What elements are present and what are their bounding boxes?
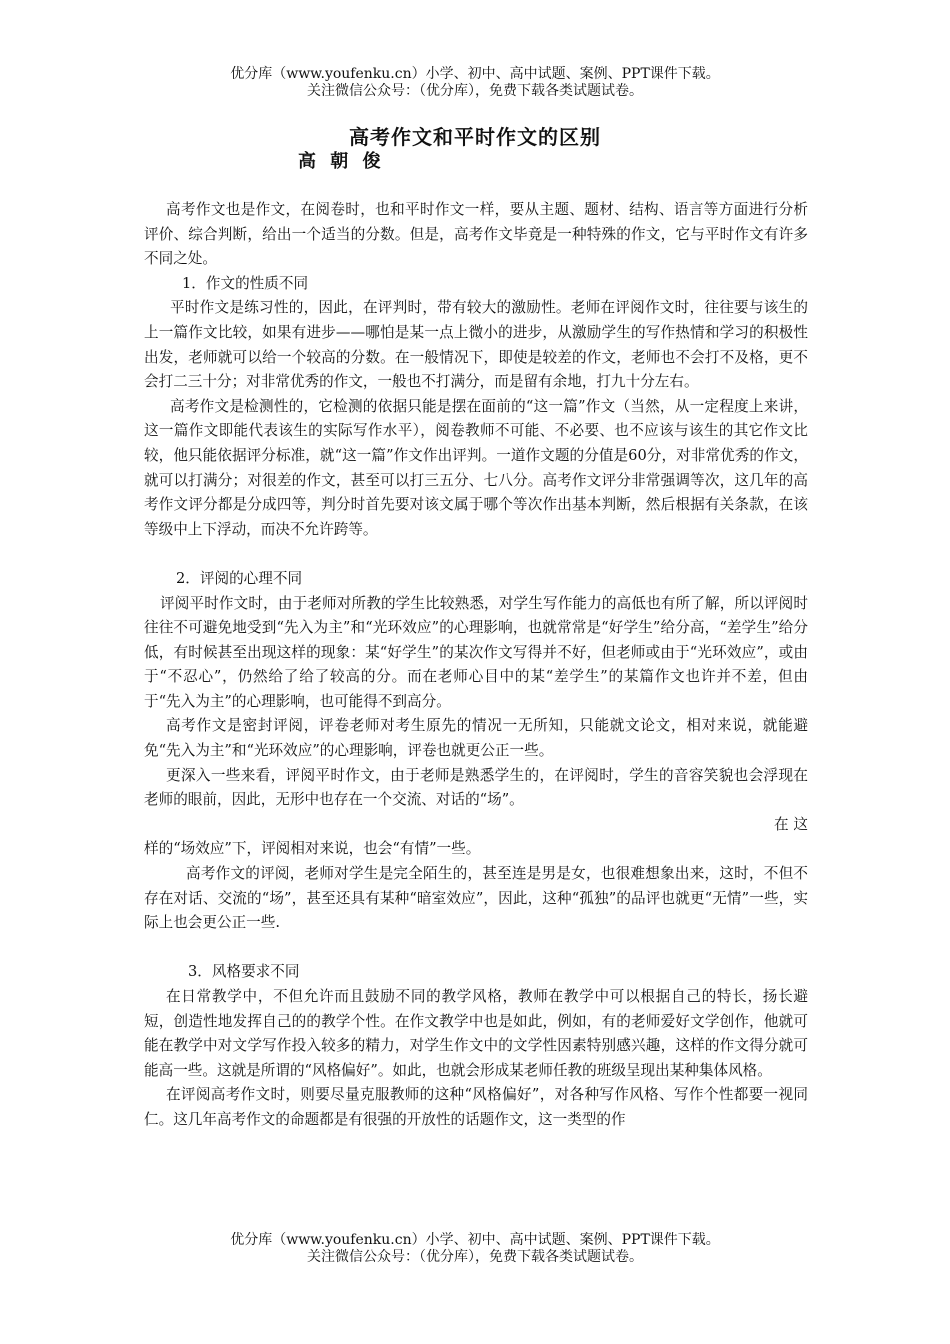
paragraph: 在这样的“场效应”下，评阅相对来说，也会“有情”一些。 bbox=[144, 815, 808, 858]
author-name: 高 朝 俊 bbox=[298, 151, 385, 172]
document-title: 高考作文和平时作文的区别 bbox=[349, 125, 601, 149]
paragraph: 评阅平时作文时，由于老师对所教的学生比较熟悉，对学生写作能力的高低也有所了解，所以评阅时往往不可避免地受到“先入为主”和“光环效应”的心理影响，也就常常是“好学生”给分高，“差学生”给分低，有时候甚至出现这样的现象：某“好学生”的某次作文写得并不好，但老师或由于“光环效应”，或由于“不忍心”，仍然给了给了较高的分。而在老师心目中的某“差学生”的某篇作文也许并不差，但由于“先入为主”的心理影响，也可能得不到高分。 bbox=[144, 594, 808, 710]
footer-line-1: 优分库（www.youfenku.cn）小学、初中、高中试题、案例、PPT课件下载。 bbox=[230, 1232, 720, 1248]
blank-line bbox=[144, 542, 808, 567]
blank-line bbox=[144, 936, 808, 961]
paragraph: 高考作文也是作文，在阅卷时，也和平时作文一样，要从主题、题材、结构、语言等方面进行分析评价、综合判断，给出一个适当的分数。但是，高考作文毕竟是一种特殊的作文，它与平时作文有许多不同之处。 bbox=[144, 201, 808, 268]
section-heading-2: 2．评阅的心理不同 bbox=[176, 569, 303, 587]
section-intro bbox=[144, 198, 808, 1133]
paragraph: 更深入一些来看，评阅平时作文，由于老师是熟悉学生的，在评阅时，学生的音容笑貌也会浮现在老师的眼前，因此，无形中也存在一个交流、对话的“场”。 bbox=[144, 766, 808, 809]
footer-line-2: 关注微信公众号：（优分库），免费下载各类试题试卷。 bbox=[307, 1249, 643, 1265]
paragraph: 在评阅高考作文时，则要尽量克服教师的这种“风格偏好”，对各种写作风格、写作个性都要一视同仁。这几年高考作文的命题都是有很强的开放性的话题作文，这一类型的作 bbox=[144, 1086, 808, 1128]
paragraph: 在日常教学中，不但允许而且鼓励不同的教学风格，教师在教学中可以根据自己的特长，扬长避短，创造性地发挥自己的的教学个性。在作文教学中也是如此，例如，有的老师爱好文学创作，他就可能在教学中对文学写作投入较多的精力，对学生作文中的文学性因素特别感兴趣，这样的作文得分就可能高一些。这就是所谓的“风格偏好”。如此，也就会形成某老师任教的班级呈现出某种集体风格。 bbox=[144, 988, 808, 1079]
page-footer bbox=[0, 1232, 950, 1266]
header-line-2: 关注微信公众号：（优分库），免费下载各类试题试卷。 bbox=[307, 83, 643, 99]
paragraph: 平时作文是练习性的，因此，在评判时，带有较大的激励性。老师在评阅作文时，往往要与该生的上一篇作文比较，如果有进步——哪怕是某一点上微小的进步，从激励学生的写作热情和学习的积极性出发，老师就可以给一个较高的分数。在一般情况下，即使是较差的作文，老师也不会打不及格，更不会打二三十分；对非常优秀的作文，一般也不打满分，而是留有余地，打九十分左右。 bbox=[144, 299, 808, 391]
header-line-1: 优分库（www.youfenku.cn）小学、初中、高中试题、案例、PPT课件下载。 bbox=[230, 66, 720, 82]
paragraph: 高考作文是检测性的，它检测的依据只能是摆在面前的“这一篇”作文（当然，从一定程度上来讲，这一篇作文即能代表该生的实际写作水平），阅卷教师不可能、不必要、也不应该与该生的其它作文比较，他只能依据评分标准，就“这一篇”作文作出评判。一道作文题的分值是60分，对非常优秀的作文，就可以打满分；对很差的作文，甚至可以打三五分、七八分。高考作文评分非常强调等次，这几年的高考作文评分都是分成四等，判分时首先要对该文属于哪个等次作出基本判断，然后根据有关条款，在该等级中上下浮动，而决不允许跨等。 bbox=[144, 397, 808, 538]
paragraph: 高考作文是密封评阅，评卷老师对考生原先的情况一无所知，只能就文论文，相对来说，就能避免“先入为主”和“光环效应”的心理影响，评卷也就更公正一些。 bbox=[144, 717, 808, 760]
section-heading-1: 1．作文的性质不同 bbox=[182, 274, 309, 292]
paragraph: 高考作文的评阅，老师对学生是完全陌生的，甚至连是男是女，也很难想象出来，这时，不但不存在对话、交流的“场”，甚至还具有某种“暗室效应”，因此，这种“孤独”的品评也就更“无情”一些，实际上也会更公正一些. bbox=[144, 865, 808, 932]
page-header bbox=[0, 66, 950, 100]
section-heading-3: 3．风格要求不同 bbox=[188, 963, 300, 981]
